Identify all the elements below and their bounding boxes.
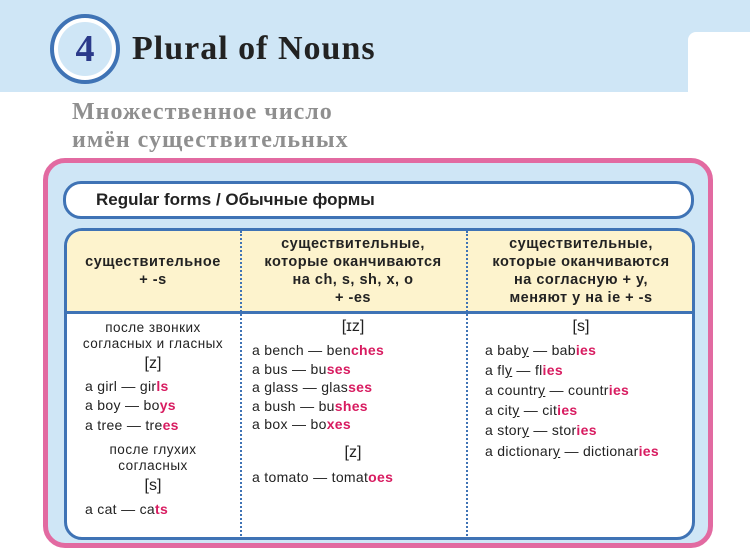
plural-stem: stor bbox=[551, 422, 577, 438]
column-header-3-line: на согласную + y, bbox=[513, 272, 649, 288]
example-row bbox=[252, 398, 368, 414]
column-divider bbox=[466, 231, 468, 540]
lesson-number-badge bbox=[50, 14, 120, 84]
singular-stem: dictionar bbox=[497, 443, 553, 459]
plural-ending: xes bbox=[326, 416, 351, 432]
singular-word bbox=[497, 382, 545, 398]
voiceless-note bbox=[67, 442, 239, 474]
ipa-z-label: [z] bbox=[344, 444, 362, 461]
plural-ending: ies bbox=[557, 402, 578, 418]
plural-ending: ses bbox=[326, 361, 351, 377]
voiced-note-line: после звонких bbox=[105, 320, 201, 335]
plural-stem: ben bbox=[326, 342, 351, 358]
dash: — bbox=[302, 379, 317, 395]
article: a bbox=[252, 469, 261, 485]
dash: — bbox=[549, 382, 564, 398]
example-row bbox=[252, 361, 351, 377]
dash: — bbox=[291, 416, 307, 432]
column-header-1 bbox=[67, 231, 239, 311]
article: a bbox=[85, 417, 94, 433]
singular-y: y bbox=[538, 382, 546, 398]
voiced-note-line: согласных и гласных bbox=[82, 336, 224, 351]
singular-word bbox=[497, 362, 512, 378]
dash: — bbox=[523, 402, 539, 418]
example-row bbox=[485, 382, 629, 398]
singular-y: y bbox=[512, 402, 520, 418]
singular-word: bench bbox=[264, 342, 304, 358]
singular-y: y bbox=[504, 362, 513, 378]
plural-ending: ies bbox=[542, 362, 563, 378]
subtitle-line-2: имён существительных bbox=[72, 127, 349, 153]
article: a bbox=[485, 362, 494, 378]
plural-ending: oes bbox=[368, 469, 394, 485]
top-band-corner bbox=[688, 32, 750, 94]
plural-ending: es bbox=[162, 417, 179, 433]
singular-word: glass bbox=[264, 379, 299, 395]
plural-ending: ses bbox=[348, 379, 373, 395]
voiced-note bbox=[67, 320, 239, 352]
article: a bbox=[485, 402, 494, 418]
example-row bbox=[485, 362, 563, 378]
plural-stem: tre bbox=[145, 417, 163, 433]
dash: — bbox=[308, 342, 323, 358]
example-row bbox=[85, 378, 169, 394]
column-header-3-line: меняют y на ie + -s bbox=[509, 290, 653, 306]
dash: — bbox=[533, 422, 548, 438]
plural-stem: cit bbox=[542, 402, 558, 418]
plural-stem: gir bbox=[139, 378, 157, 394]
page-title: Plural of Nouns bbox=[132, 30, 376, 67]
column-header-2-line: которые оканчиваются bbox=[264, 254, 442, 270]
singular-word bbox=[497, 342, 529, 358]
plural-ending: ies bbox=[575, 342, 597, 358]
dash: — bbox=[124, 397, 140, 413]
voiceless-note-line: после глухих bbox=[109, 442, 197, 457]
ipa-z-label: [z] bbox=[144, 355, 162, 372]
plural-ending: ches bbox=[350, 342, 385, 358]
article: a bbox=[252, 416, 261, 432]
plural-stem: bab bbox=[551, 342, 576, 358]
example-row bbox=[485, 402, 578, 418]
example-row bbox=[485, 422, 597, 438]
article: a bbox=[485, 443, 494, 459]
column-divider bbox=[240, 231, 242, 540]
ipa-s-label: [s] bbox=[144, 477, 162, 494]
article: a bbox=[85, 397, 94, 413]
plural-ending: ls bbox=[156, 378, 169, 394]
column-header-2-line: на ch, s, sh, x, o bbox=[292, 272, 414, 288]
column-header-3-line: которые оканчиваются bbox=[492, 254, 670, 270]
example-row bbox=[252, 342, 384, 358]
dash: — bbox=[126, 417, 142, 433]
column-header-2-line: + -es bbox=[335, 290, 371, 306]
plural-stem: bo bbox=[310, 416, 327, 432]
plural-stem: ca bbox=[139, 501, 155, 517]
singular-stem: fl bbox=[497, 362, 505, 378]
plural-ending: ies bbox=[608, 382, 630, 398]
plural-stem: dictionar bbox=[582, 443, 639, 459]
column-header-1-line: + -s bbox=[139, 272, 167, 288]
singular-word: tree bbox=[97, 417, 123, 433]
column-header-1-line: существительное bbox=[85, 254, 221, 270]
plural-stem: countr bbox=[568, 382, 609, 398]
article: a bbox=[85, 501, 94, 517]
article: a bbox=[85, 378, 94, 394]
ipa-s-label: [s] bbox=[572, 318, 590, 335]
plural-ending: ts bbox=[154, 501, 169, 517]
article: a bbox=[252, 379, 261, 395]
dash: — bbox=[533, 342, 548, 358]
example-row bbox=[252, 469, 393, 485]
singular-y: y bbox=[521, 422, 530, 438]
example-row bbox=[85, 501, 168, 517]
example-row bbox=[85, 417, 179, 433]
column-header-3 bbox=[467, 231, 695, 311]
article: a bbox=[485, 382, 494, 398]
singular-stem: countr bbox=[497, 382, 539, 398]
plural-ending: shes bbox=[334, 398, 368, 414]
plural-rules-table bbox=[64, 228, 695, 540]
dash: — bbox=[121, 501, 136, 517]
example-row bbox=[85, 397, 176, 413]
singular-y: y bbox=[552, 443, 561, 459]
article: a bbox=[252, 342, 261, 358]
dash: — bbox=[564, 443, 579, 459]
column-header-2 bbox=[241, 231, 465, 311]
dash: — bbox=[300, 398, 315, 414]
example-row bbox=[485, 443, 659, 459]
plural-stem: tomat bbox=[331, 469, 369, 485]
singular-word: tomato bbox=[264, 469, 309, 485]
voiceless-note-line: согласных bbox=[118, 458, 188, 473]
article: a bbox=[252, 361, 261, 377]
dash: — bbox=[121, 378, 136, 394]
column-header-3-line: существительные, bbox=[509, 236, 653, 252]
article: a bbox=[485, 422, 494, 438]
singular-word: cat bbox=[97, 501, 117, 517]
dash: — bbox=[516, 362, 531, 378]
plural-stem: bu bbox=[310, 361, 327, 377]
regular-forms-banner: Regular forms / Обычные формы bbox=[63, 181, 694, 219]
singular-stem: stor bbox=[497, 422, 522, 438]
plural-stem: glas bbox=[321, 379, 349, 395]
singular-word bbox=[497, 422, 529, 438]
dash: — bbox=[291, 361, 307, 377]
column-header-2-line: существительные, bbox=[281, 236, 425, 252]
plural-ending: ies bbox=[576, 422, 597, 438]
plural-stem: fl bbox=[534, 362, 543, 378]
singular-stem: cit bbox=[497, 402, 513, 418]
ipa-iz-label: [ɪz] bbox=[341, 318, 365, 335]
plural-stem: bo bbox=[143, 397, 160, 413]
singular-word: bus bbox=[264, 361, 288, 377]
article: a bbox=[252, 398, 261, 414]
singular-y: y bbox=[521, 342, 529, 358]
article: a bbox=[485, 342, 494, 358]
singular-word: girl bbox=[97, 378, 118, 394]
subtitle-line-1: Множественное число bbox=[72, 99, 333, 125]
dash: — bbox=[313, 469, 328, 485]
singular-word: boy bbox=[97, 397, 121, 413]
plural-stem: bu bbox=[318, 398, 335, 414]
singular-word bbox=[497, 402, 519, 418]
plural-ending: ys bbox=[159, 397, 176, 413]
lesson-number: 4 bbox=[58, 22, 112, 76]
singular-word: box bbox=[264, 416, 288, 432]
example-row bbox=[252, 379, 372, 395]
singular-word: bush bbox=[264, 398, 296, 414]
singular-word bbox=[497, 443, 560, 459]
plural-ending: ies bbox=[638, 443, 659, 459]
example-row bbox=[485, 342, 596, 358]
example-row bbox=[252, 416, 351, 432]
singular-stem: bab bbox=[497, 342, 522, 358]
